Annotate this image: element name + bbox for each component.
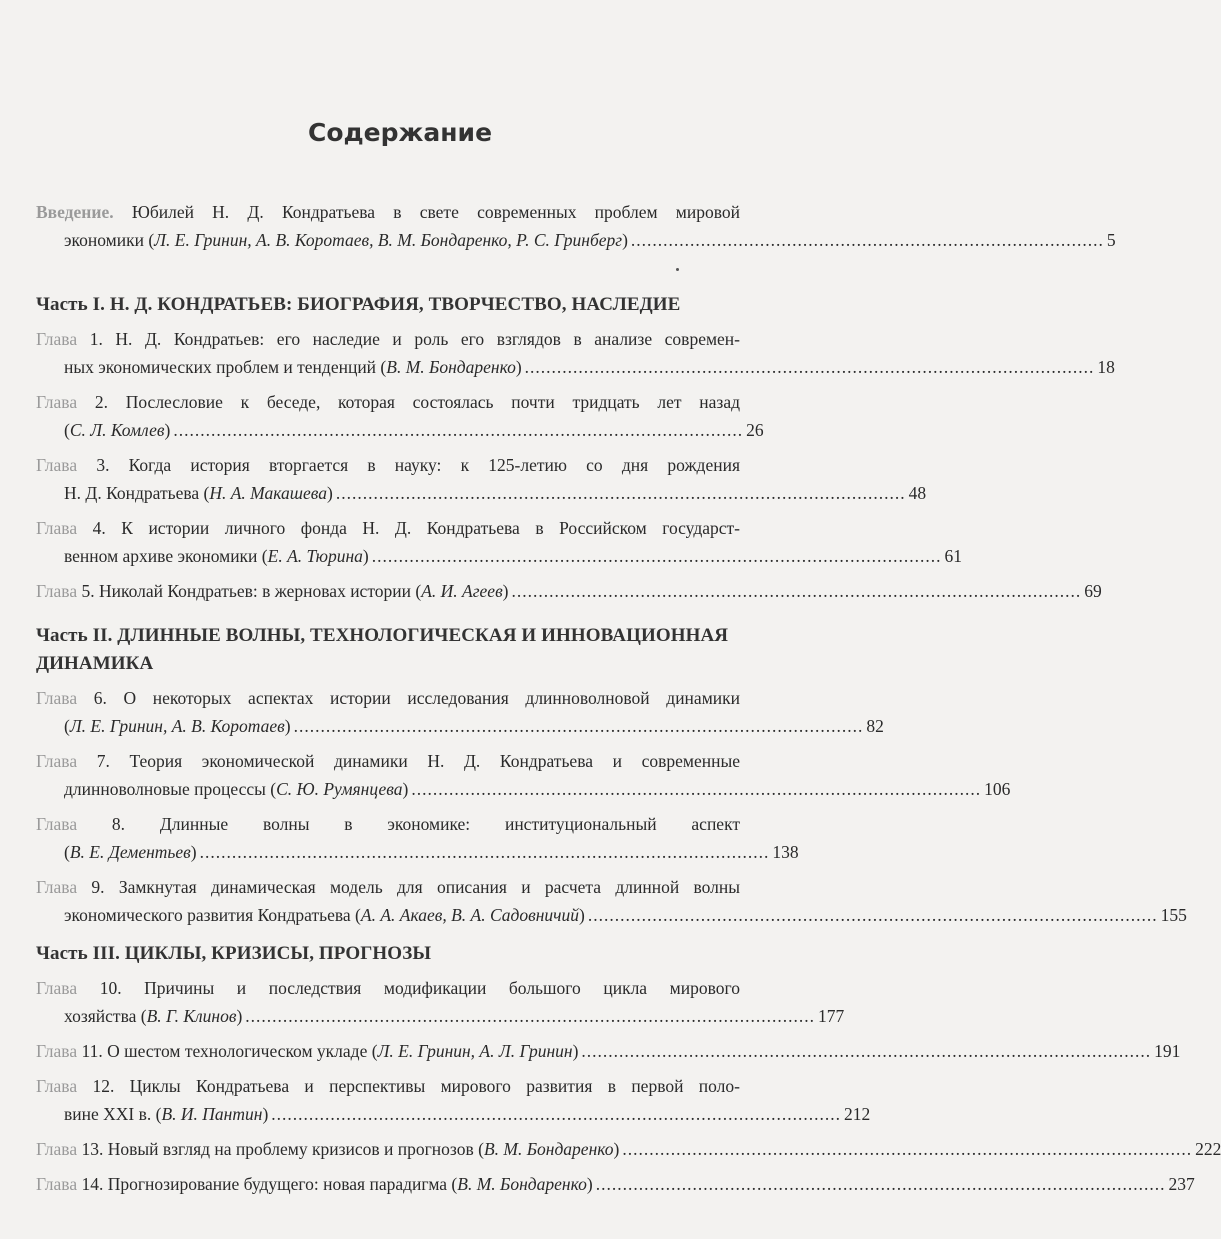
chapter-line2 bbox=[36, 542, 962, 570]
part-heading bbox=[36, 291, 740, 319]
leader-dots: .......................................................................................................... bbox=[511, 581, 1082, 601]
chapter-close: ) bbox=[262, 1104, 269, 1124]
chapter-title-cont bbox=[64, 416, 170, 444]
chapter-title-cont bbox=[64, 542, 369, 570]
chapter-title bbox=[36, 1037, 578, 1065]
chapter-entry[interactable] bbox=[36, 810, 799, 866]
chapter-label: Глава bbox=[36, 329, 78, 349]
part-title: Н. Д. КОНДРАТЬЕВ: БИОГРАФИЯ, ТВОРЧЕСТВО, НАСЛЕДИЕ bbox=[109, 294, 681, 315]
chapter-text: ных экономических проблем и тенденций ( bbox=[64, 357, 387, 377]
chapter-label: Глава bbox=[36, 518, 78, 538]
page-number: 191 bbox=[1154, 1041, 1181, 1061]
chapter-authors: А. А. Акаев, В. А. Садовничий bbox=[360, 905, 579, 925]
leader-dots: .......................................................................................................... bbox=[524, 357, 1095, 377]
part-heading bbox=[36, 940, 740, 968]
leader-dots: .......................................................................................................... bbox=[411, 779, 982, 799]
chapter-entry[interactable] bbox=[36, 451, 927, 507]
page-number: 237 bbox=[1168, 1174, 1195, 1194]
intro-line2: экономики ( bbox=[64, 230, 155, 250]
chapter-authors: С. Л. Комлев bbox=[69, 420, 165, 440]
chapter-label: Глава bbox=[36, 814, 78, 834]
chapter-line1 bbox=[36, 388, 740, 416]
chapter-text: ( bbox=[64, 420, 70, 440]
leader-dots: ........................................................................................ bbox=[630, 230, 1104, 250]
part-2 bbox=[36, 622, 1187, 929]
page-title: Содержание bbox=[307, 118, 493, 147]
chapter-text: Н. Д. Кондратьева ( bbox=[64, 483, 210, 503]
chapter-authors: Е. А. Тюрина bbox=[267, 546, 363, 566]
chapter-text: вине XXI в. ( bbox=[64, 1104, 162, 1124]
intro-line1: Юбилей Н. Д. Кондратьева в свете современных проблем мировой bbox=[131, 202, 741, 222]
chapter-title-cont bbox=[64, 712, 291, 740]
chapter-entry[interactable] bbox=[36, 747, 1011, 803]
chapter-title-cont bbox=[64, 838, 197, 866]
chapter-label: Глава bbox=[36, 1076, 78, 1096]
chapter-title: 4. К истории личного фонда Н. Д. Кондратьева в Российском государст- bbox=[92, 518, 740, 538]
page-number: 69 bbox=[1084, 581, 1102, 601]
chapter-line2 bbox=[36, 838, 799, 866]
chapter-line1 bbox=[36, 747, 740, 775]
chapter-title-cont bbox=[64, 1002, 242, 1030]
chapter-text: длинноволновые процессы ( bbox=[64, 779, 277, 799]
chapter-text: хозяйства ( bbox=[64, 1006, 147, 1026]
part-heading bbox=[36, 622, 740, 650]
chapter-entry[interactable] bbox=[36, 684, 884, 740]
page-number: 26 bbox=[746, 420, 764, 440]
chapter-line1 bbox=[36, 684, 740, 712]
page-number: 222 bbox=[1195, 1139, 1221, 1159]
chapter-close: ) bbox=[578, 905, 585, 925]
chapter-title: 10. Причины и последствия модификации большого цикла мирового bbox=[99, 978, 740, 998]
chapter-list bbox=[36, 325, 1115, 605]
intro-authors: Л. Е. Гринин, А. В. Коротаев, В. М. Бондаренко, Р. С. Гринберг bbox=[154, 230, 623, 250]
chapter-title: 7. Теория экономической динамики Н. Д. Кондратьева и современные bbox=[96, 751, 740, 771]
leader-dots: .......................................................................................................... bbox=[173, 420, 744, 440]
chapter-line2 bbox=[36, 353, 1115, 381]
chapter-label: Глава bbox=[36, 877, 78, 897]
chapter-line1 bbox=[36, 325, 740, 353]
chapter-line2 bbox=[36, 775, 1011, 803]
chapter-line1 bbox=[36, 873, 740, 901]
page-number: 155 bbox=[1160, 905, 1187, 925]
chapter-text: 5. Николай Кондратьев: в жерновах истории ( bbox=[81, 581, 422, 601]
intro-label: Введение. bbox=[36, 202, 114, 222]
chapter-list bbox=[36, 974, 1221, 1198]
chapter-line2 bbox=[36, 1100, 871, 1128]
chapter-title bbox=[36, 577, 509, 605]
chapter-line1 bbox=[36, 577, 1102, 605]
chapter-entry[interactable] bbox=[36, 1170, 1195, 1198]
chapter-title-cont bbox=[64, 1100, 268, 1128]
chapter-title: 3. Когда история вторгается в науку: к 125-летию со дня рождения bbox=[96, 455, 740, 475]
page-number: 106 bbox=[984, 779, 1011, 799]
leader-dots: .......................................................................................................... bbox=[595, 1174, 1166, 1194]
chapter-title: 12. Циклы Кондратьева и перспективы мирового развития в первой поло- bbox=[92, 1076, 740, 1096]
chapter-text: 11. О шестом технологическом укладе ( bbox=[81, 1041, 378, 1061]
part-label: Часть I. bbox=[36, 294, 110, 315]
chapter-text: венном архиве экономики ( bbox=[64, 546, 268, 566]
chapter-line2 bbox=[36, 901, 1187, 929]
chapter-entry[interactable] bbox=[36, 873, 1187, 929]
chapter-authors: В. М. Бондаренко bbox=[457, 1174, 587, 1194]
leader-dots: .......................................................................................................... bbox=[581, 1041, 1152, 1061]
page-number: 212 bbox=[844, 1104, 871, 1124]
chapter-line1 bbox=[36, 1037, 1181, 1065]
chapter-authors: А. И. Агеев bbox=[421, 581, 503, 601]
chapter-line1 bbox=[36, 1170, 1195, 1198]
chapter-title-cont bbox=[64, 775, 408, 803]
chapter-label: Глава bbox=[36, 978, 78, 998]
chapter-title: 9. Замкнутая динамическая модель для описания и расчета длинной волны bbox=[91, 877, 740, 897]
part-title: ДЛИННЫЕ ВОЛНЫ, ТЕХНОЛОГИЧЕСКАЯ И ИННОВАЦИОННАЯ bbox=[117, 625, 729, 646]
chapter-entry[interactable] bbox=[36, 974, 845, 1030]
leader-dots: .......................................................................................................... bbox=[371, 546, 942, 566]
chapter-close: ) bbox=[515, 357, 522, 377]
leader-dots: .......................................................................................................... bbox=[199, 842, 770, 862]
chapter-label: Глава bbox=[36, 455, 78, 475]
chapter-title-cont bbox=[64, 479, 333, 507]
leader-dots: .......................................................................................................... bbox=[335, 483, 906, 503]
chapter-line1 bbox=[36, 451, 740, 479]
chapter-label: Глава bbox=[36, 1174, 78, 1194]
chapter-label: Глава bbox=[36, 392, 78, 412]
chapter-title-cont bbox=[64, 901, 585, 929]
page-number: 177 bbox=[818, 1006, 845, 1026]
chapter-line2 bbox=[36, 1002, 845, 1030]
chapter-text: 14. Прогнозирование будущего: новая парадигма ( bbox=[81, 1174, 458, 1194]
chapter-authors: Н. А. Макашева bbox=[209, 483, 327, 503]
intro-entry[interactable] bbox=[36, 198, 1116, 254]
part-label: Часть III. bbox=[36, 943, 125, 964]
page-number: 5 bbox=[1106, 230, 1116, 250]
chapter-entry[interactable] bbox=[36, 1037, 1181, 1065]
page-number: 18 bbox=[1097, 357, 1115, 377]
chapter-authors: В. Г. Клинов bbox=[146, 1006, 237, 1026]
chapter-line1 bbox=[36, 514, 740, 542]
leader-dots: .......................................................................................................... bbox=[587, 905, 1158, 925]
chapter-label: Глава bbox=[36, 751, 78, 771]
chapter-entry[interactable] bbox=[36, 577, 1102, 605]
chapter-title: 1. Н. Д. Кондратьев: его наследие и роль его взглядов в анализе современ- bbox=[89, 329, 740, 349]
chapter-label: Глава bbox=[36, 688, 78, 708]
chapter-authors: В. М. Бондаренко bbox=[386, 357, 516, 377]
page-number: 82 bbox=[866, 716, 884, 736]
chapter-entry[interactable] bbox=[36, 325, 1115, 381]
page-number: 138 bbox=[772, 842, 799, 862]
intro-close: ) bbox=[622, 230, 628, 250]
chapter-text: ( bbox=[64, 842, 70, 862]
chapter-close: ) bbox=[236, 1006, 243, 1026]
chapter-list bbox=[36, 684, 1187, 929]
leader-dots: .......................................................................................................... bbox=[622, 1139, 1193, 1159]
chapter-label: Глава bbox=[36, 1041, 78, 1061]
print-speck bbox=[676, 268, 679, 271]
chapter-close: ) bbox=[362, 546, 369, 566]
part-label: Часть II. bbox=[36, 625, 118, 646]
chapter-line2 bbox=[36, 479, 927, 507]
chapter-authors: В. Е. Дементьев bbox=[69, 842, 191, 862]
chapter-authors: В. И. Пантин bbox=[161, 1104, 263, 1124]
chapter-text: экономического развития Кондратьева ( bbox=[64, 905, 361, 925]
chapter-entry[interactable] bbox=[36, 514, 962, 570]
chapter-authors: С. Ю. Румянцева bbox=[276, 779, 403, 799]
chapter-line2 bbox=[36, 712, 884, 740]
chapter-close: ) bbox=[284, 716, 291, 736]
chapter-title bbox=[36, 1135, 619, 1163]
part-3 bbox=[36, 940, 1221, 1198]
chapter-entry[interactable] bbox=[36, 1135, 1221, 1163]
chapter-close: ) bbox=[572, 1041, 579, 1061]
chapter-line1 bbox=[36, 1072, 740, 1100]
leader-dots: .......................................................................................................... bbox=[293, 716, 864, 736]
chapter-text: ( bbox=[64, 716, 70, 736]
chapter-line1 bbox=[36, 1135, 1221, 1163]
chapter-authors: Л. Е. Гринин, А. Л. Гринин bbox=[377, 1041, 573, 1061]
page-number: 61 bbox=[944, 546, 962, 566]
chapter-close: ) bbox=[586, 1174, 593, 1194]
chapter-label: Глава bbox=[36, 1139, 78, 1159]
chapter-line1 bbox=[36, 810, 740, 838]
page-number: 48 bbox=[908, 483, 927, 503]
chapter-authors: Л. Е. Гринин, А. В. Коротаев bbox=[69, 716, 285, 736]
part-heading-cont: ДИНАМИКА bbox=[36, 653, 154, 674]
chapter-line2 bbox=[36, 416, 764, 444]
chapter-line1 bbox=[36, 974, 740, 1002]
chapter-entry[interactable] bbox=[36, 388, 764, 444]
chapter-title: 2. Послесловие к беседе, которая состоялась почти тридцать лет назад bbox=[94, 392, 740, 412]
leader-dots: .......................................................................................................... bbox=[271, 1104, 842, 1124]
chapter-label: Глава bbox=[36, 581, 78, 601]
chapter-entry[interactable] bbox=[36, 1072, 871, 1128]
chapter-title bbox=[36, 1170, 593, 1198]
leader-dots: .......................................................................................................... bbox=[245, 1006, 816, 1026]
chapter-title: 8. Длинные волны в экономике: институциональный аспект bbox=[111, 814, 740, 834]
chapter-title: 6. О некоторых аспектах истории исследования длинноволновой динамики bbox=[93, 688, 740, 708]
chapter-close: ) bbox=[164, 420, 171, 440]
chapter-close: ) bbox=[402, 779, 409, 799]
part-title: ЦИКЛЫ, КРИЗИСЫ, ПРОГНОЗЫ bbox=[124, 943, 432, 964]
chapter-authors: В. М. Бондаренко bbox=[483, 1139, 614, 1159]
chapter-title-cont bbox=[64, 353, 522, 381]
chapter-close: ) bbox=[613, 1139, 620, 1159]
part-1 bbox=[36, 291, 1115, 605]
chapter-close: ) bbox=[326, 483, 333, 503]
chapter-close: ) bbox=[502, 581, 509, 601]
chapter-close: ) bbox=[190, 842, 197, 862]
chapter-text: 13. Новый взгляд на проблему кризисов и прогнозов ( bbox=[81, 1139, 484, 1159]
